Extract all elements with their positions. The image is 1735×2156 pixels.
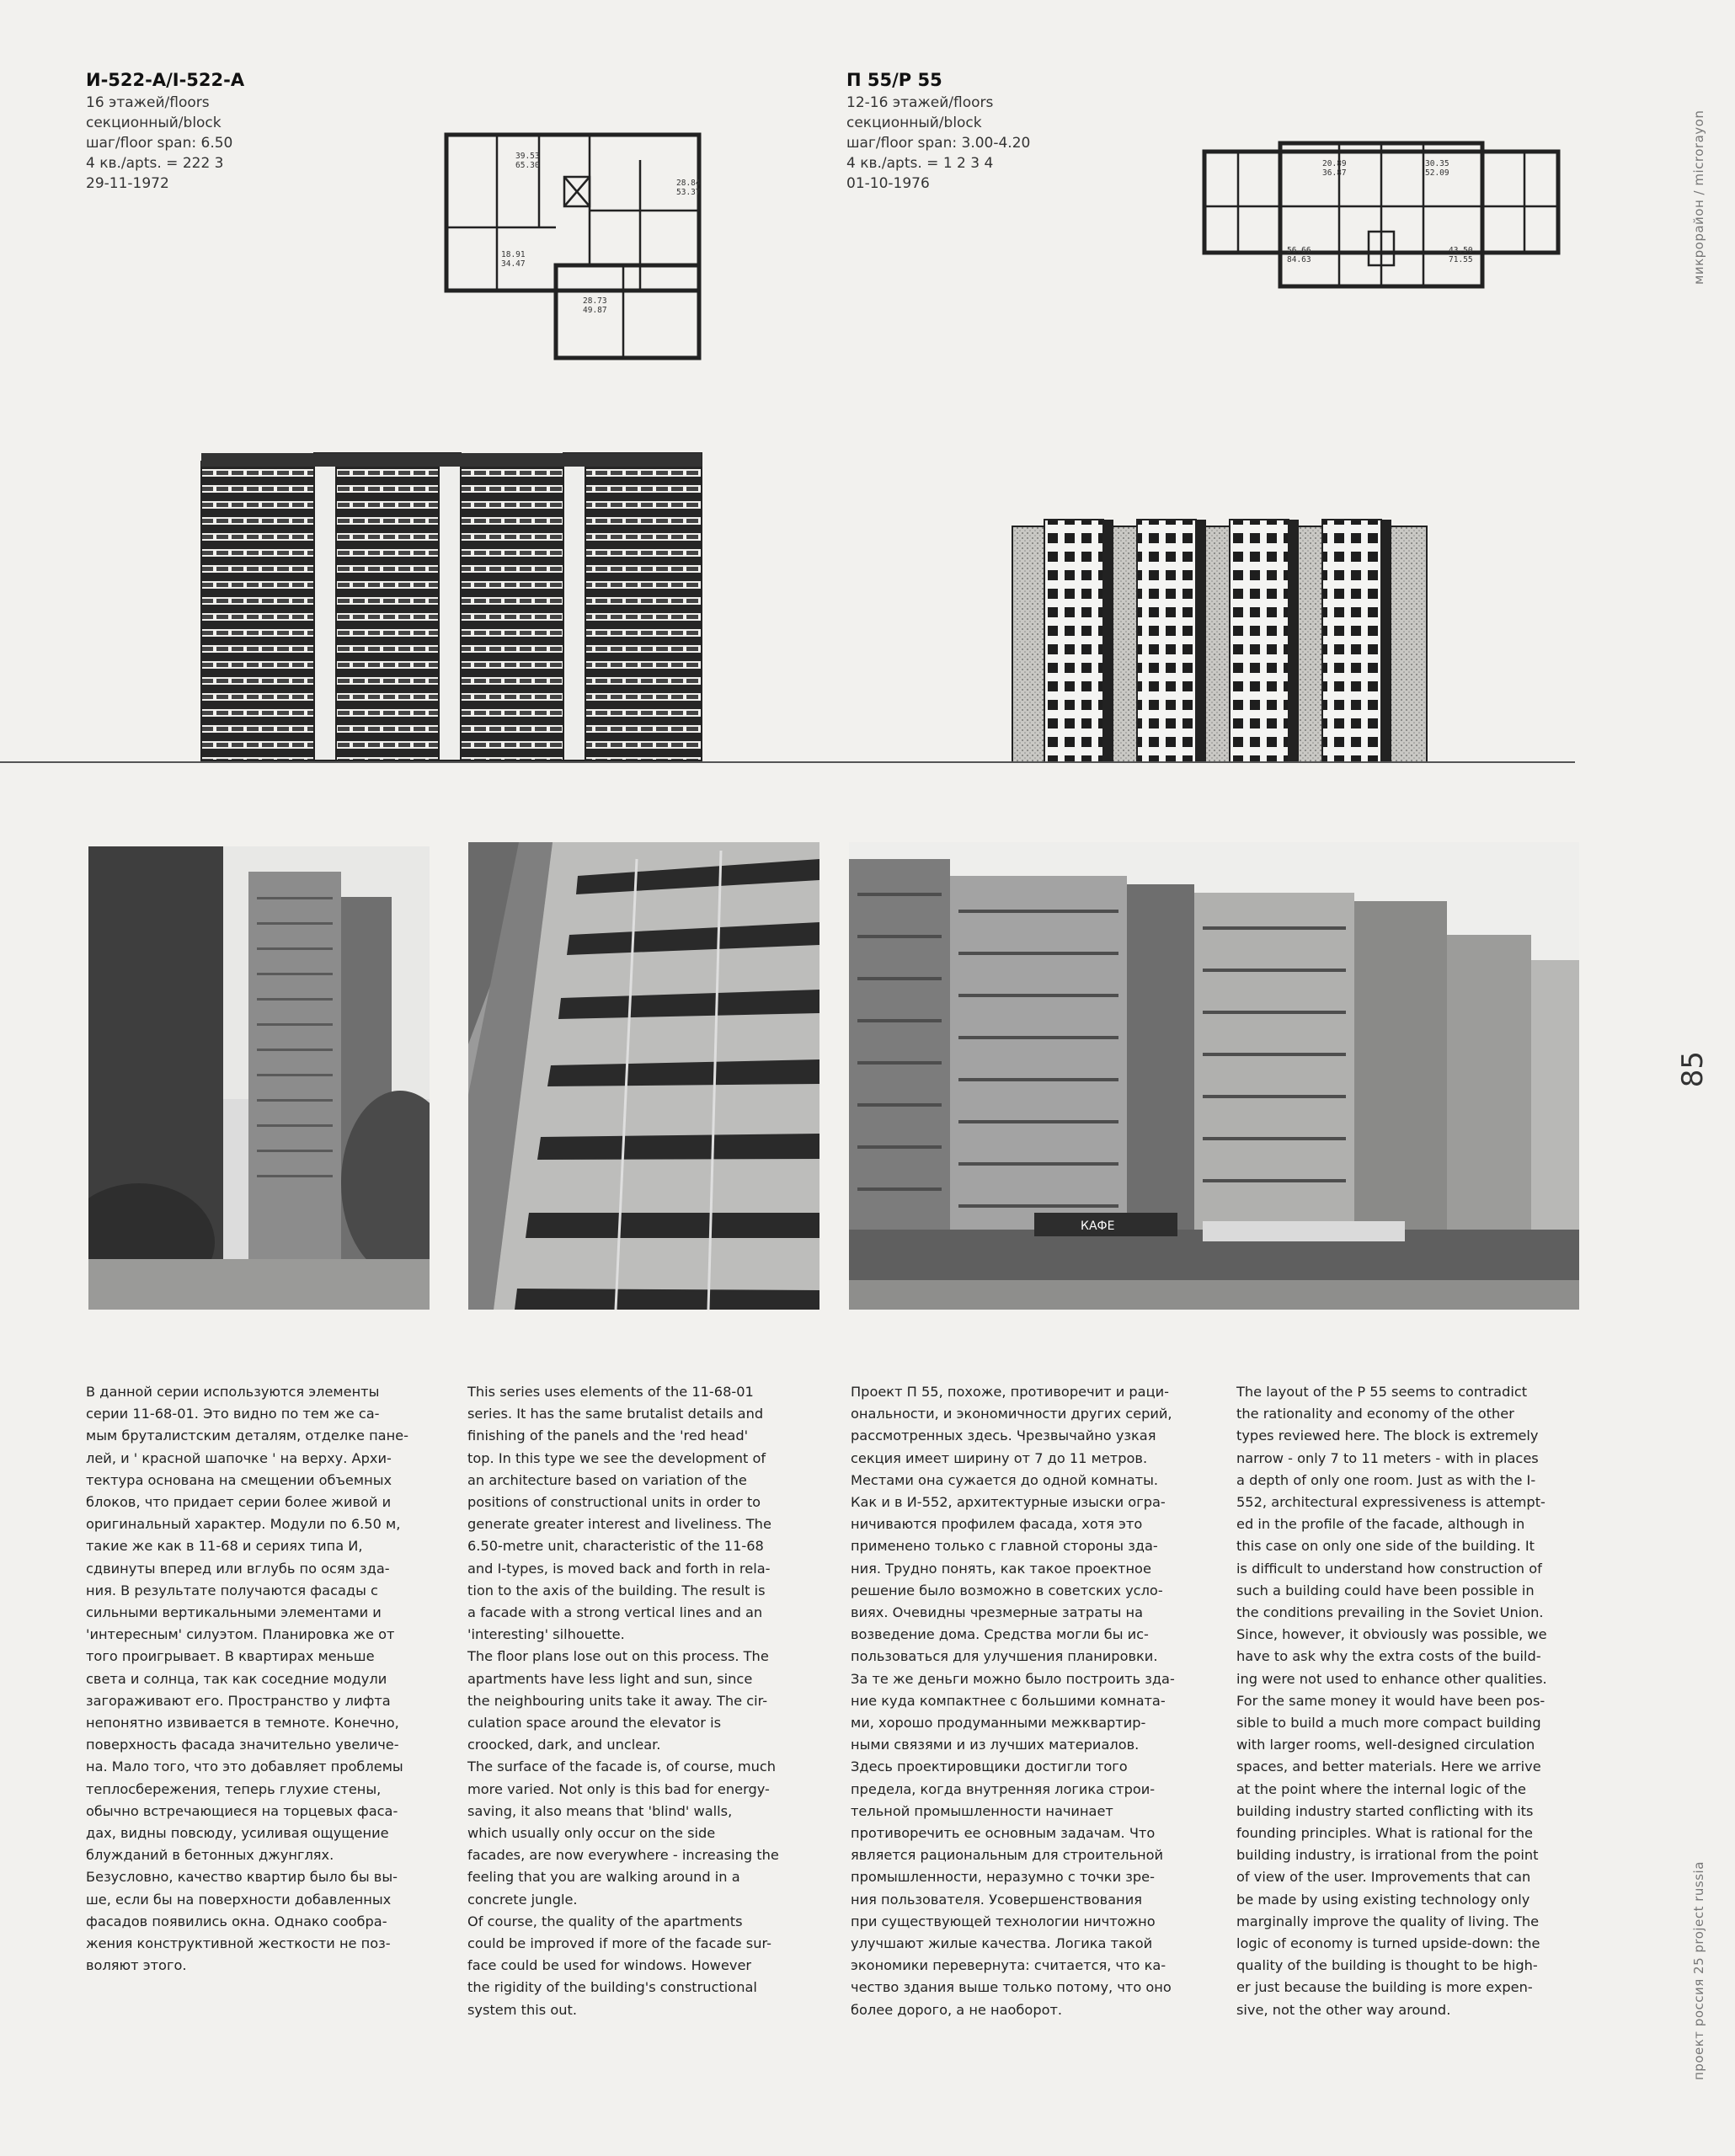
area-label: 34.47 — [501, 259, 526, 269]
spec-line: 16 этажей/floors — [86, 94, 210, 111]
spec-left — [86, 67, 244, 194]
area-label: 49.87 — [583, 306, 607, 315]
area-label: 30.35 — [1425, 159, 1449, 168]
area-label: 53.37 — [676, 188, 701, 197]
spec-line: 4 кв./apts. = 222 3 — [86, 155, 224, 172]
area-label: 71.55 — [1449, 255, 1473, 264]
area-label: 18.91 — [501, 250, 526, 259]
spec-line: 29-11-1972 — [86, 175, 169, 192]
ground-line — [0, 761, 1575, 763]
elevation-right — [1011, 511, 1432, 764]
spec-line: шаг/floor span: 6.50 — [86, 135, 233, 152]
area-label: 36.87 — [1322, 168, 1347, 178]
photo-street-p55 — [849, 842, 1579, 1310]
photo-tower-street — [88, 846, 430, 1310]
elevation-left — [200, 445, 705, 765]
spec-right — [846, 67, 1030, 194]
spec-line: секционный/block — [86, 115, 222, 131]
area-label: 39.53 — [515, 152, 540, 161]
spec-line: шаг/floor span: 3.00-4.20 — [846, 135, 1031, 152]
cafe-sign: КАФЕ — [1081, 1219, 1115, 1233]
text-column-ru-2: Проект П 55, похоже, противоречит и раци- ональности, и экономичности других серий, рассмотренных здесь. Чрезвычайно узкая секция имеет ширину от 7 до 11 метров. Местами она сужается до одной комнаты. Как и в И-552, архитектурные изыски огра- ничиваются профилем фасада, хотя это применено только с главной стороны зда- ния. Трудно понять, как такое проектное решение было возможно в советских усло- виях. Очевидны чрезмерные затраты на возведение дома. Средства могли бы ис- пользоваться для улучшения планировки. За те же деньги можно было построить зда- ние куда компактнее с большими комната- ми, хорошо продуманными межквартир- ными связями и из лучших материалов. Здесь проектировщики достигли того предела, когда внутренняя логика строи- тельной промышленности начинает противоречить ее основным задачам. Что является рациональным для строительной промышленности, неразумно с точки зре- ния пользователя. Усовершенствования при существующей технологии ничтожно улучшают жилые качества. Логика такой экономики перевернута: считается, что ка- чество здания выше только потому, что оно более дорого, а не наоборот. — [851, 1384, 1175, 2018]
text-column-en-2: The layout of the P 55 seems to contradict the rationality and economy of the other types reviewed here. The block is extremely narrow - only 7 to 11 meters - with in places a depth of only one room. Just as with the I- 552, architectural expressiveness is attempt- ed in the profile of the facade, although in this case on only one side of the building. It is difficult to understand how construction of such a building could have been possible in the conditions prevailing in the Soviet Union. Since, however, it obviously was possible, we have to ask why the extra costs of the build- ing were not used to enhance other qualities. For the same money it would have been pos- sible to build a much more compact building with larger rooms, well-designed circulation spaces, and better materials. Here we arrive at the point where the internal logic of the building industry started conflicting with its founding principles. What is rational for the building industry, is irrational from the point of view of the user. Improvements that can be made by using existing technology only marginally improve the quality of living. The logic of economy is turned upside-down: the quality of the building is thought to be high- er just because the building is more expen- sive, not the other way around. — [1236, 1384, 1547, 2018]
area-label: 52.09 — [1425, 168, 1449, 178]
text-column-en-1: This series uses elements of the 11-68-01 series. It has the same brutalist details and finishing of the panels and the 'red head' top. In this type we see the development of an architecture based on variation of the positions of constructional units in order to generate greater interest and liveliness. The 6.50-metre unit, characteristic of the 11-68 and I-types, is moved back and forth in rela- tion to the axis of the building. The result is a facade with a strong vertical lines and an 'interesting' silhouette. The floor plans lose out on this process. The apartments have less light and sun, since the neighbouring units take it away. The cir- culation space around the elevator is croocked, dark, and unclear. The surface of the facade is, of course, much more varied. Not only is this bad for energy- saving, it also means that 'blind' walls, which usually only occur on the side facades, are now everywhere - increasing the feeling that you are walking around in a concrete jungle. Of course, the quality of the apartments could be improved if more of the facade sur- face could be used for windows. However the rigidity of the building's constructional system this out. — [467, 1384, 779, 2018]
text-column-ru-1: В данной серии используются элементы серии 11-68-01. Это видно по тем же са- мым бруталистским деталям, отделке пане- лей, и ' красной шапочке ' на верху. Архи- тектура основана на смещении объемных блоков, что придает серии более живой и оригинальный характер. Модули по 6.50 м, такие же как в 11-68 и сериях типа И, сдвинуты вперед или вглубь по осям зда- ния. В результате получаются фасады с сильными вертикальными элементами и 'интересным' силуэтом. Планировка же от того проигрывает. В квартирах меньше света и солнца, так как соседние модули загораживают его. Пространство у лифта непонятно извивается в темноте. Конечно, поверхность фасада значительно увеличе- на. Мало того, что это добавляет проблемы теплосбережения, теперь глухие стены, обычно встречающиеся на торцевых фаса- дах, видны повсюду, усиливая ощущение блужданий в бетонных джунглях. Безусловно, качество квартир было бы вы- ше, если бы на поверхности добавленных фасадов появились окна. Однако сообра- жения конструктивной жесткости не поз- воляют этого. — [86, 1384, 408, 1974]
area-label: 65.30 — [515, 161, 540, 170]
floor-plan-left — [438, 126, 720, 366]
series-code-left: И-522-А/I-522-А — [86, 70, 245, 90]
floor-plan-right — [1196, 135, 1575, 295]
page-number: 85 — [1676, 1051, 1710, 1088]
publication-label: проект россия 25 project russia — [1691, 1861, 1706, 2080]
spec-line: 01-10-1976 — [846, 175, 930, 192]
section-label: микрорайон / microrayon — [1691, 109, 1706, 285]
tower-blocks — [201, 453, 702, 760]
area-label: 20.89 — [1322, 159, 1347, 168]
photo-tower-closeup — [468, 842, 819, 1310]
area-label: 84.63 — [1287, 255, 1311, 264]
spec-line: 4 кв./apts. = 1 2 3 4 — [846, 155, 994, 172]
spec-line: секционный/block — [846, 115, 982, 131]
spec-line: 12-16 этажей/floors — [846, 94, 994, 111]
series-code-right: П 55/Р 55 — [846, 70, 942, 90]
area-label: 28.73 — [583, 296, 607, 306]
area-label: 43.50 — [1449, 246, 1473, 255]
area-label: 56.66 — [1287, 246, 1311, 255]
area-label: 28.84 — [676, 179, 701, 188]
